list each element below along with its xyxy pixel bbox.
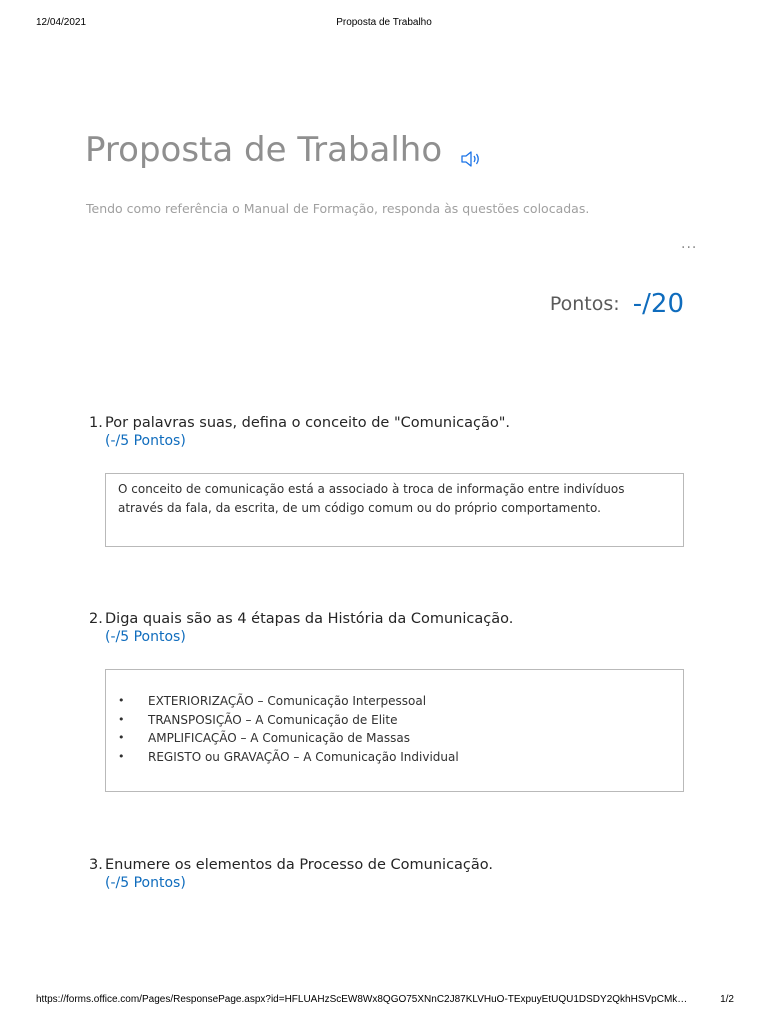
question-number: 2. xyxy=(89,611,103,627)
question-1 xyxy=(89,415,689,449)
form-title: Proposta de Trabalho xyxy=(85,130,443,170)
question-title xyxy=(89,415,689,431)
answer-field[interactable] xyxy=(105,669,684,792)
answer-text: O conceito de comunicação está a associado à troca de informação entre indivíduos através da fala, da escrita, de um código comum ou do próprio comportamento. xyxy=(118,482,625,515)
total-points xyxy=(550,289,684,319)
points-label: Pontos: xyxy=(549,293,620,315)
points-value: -/20 xyxy=(632,289,684,319)
print-page-number: 1/2 xyxy=(720,994,734,1005)
question-2 xyxy=(89,611,689,645)
question-text: Por palavras suas, defina o conceito de "Comunicação". xyxy=(105,415,511,431)
question-text: Diga quais são as 4 étapas da História da Comunicação. xyxy=(105,611,514,627)
question-points: (-/5 Pontos) xyxy=(105,875,186,891)
question-number: 1. xyxy=(89,415,103,431)
list-item: • EXTERIORIZAÇÃO – Comunicação Interpessoal xyxy=(118,692,671,711)
print-title: Proposta de Trabalho xyxy=(336,17,432,28)
list-item: • TRANSPOSIÇÃO – A Comunicação de Elite xyxy=(118,711,671,730)
print-footer xyxy=(0,994,768,1008)
question-points: (-/5 Pontos) xyxy=(105,629,186,645)
more-options-button[interactable]: ··· xyxy=(681,240,698,256)
answer-list xyxy=(106,670,683,766)
form-description: Tendo como referência o Manual de Formação, responda às questões colocadas. xyxy=(86,201,590,216)
print-header xyxy=(0,17,768,31)
list-item: • AMPLIFICAÇÃO – A Comunicação de Massas xyxy=(118,729,671,748)
print-date: 12/04/2021 xyxy=(36,17,87,28)
question-number: 3. xyxy=(89,857,103,873)
list-item: • REGISTO ou GRAVAÇÃO – A Comunicação Individual xyxy=(118,748,671,767)
question-points: (-/5 Pontos) xyxy=(105,433,186,449)
speaker-icon[interactable] xyxy=(459,148,483,170)
question-title xyxy=(89,857,689,873)
print-url: https://forms.office.com/Pages/ResponsePage.aspx?id=HFLUAHzScEW8Wx8QGO75XNnC2J87KLVHuO-TExpuyEtUQU1DSDY2QkhHSVpCMk… xyxy=(36,994,688,1005)
answer-field[interactable] xyxy=(105,473,684,547)
question-text: Enumere os elementos da Processo de Comunicação. xyxy=(105,857,494,873)
question-title xyxy=(89,611,689,627)
question-3 xyxy=(89,857,689,891)
